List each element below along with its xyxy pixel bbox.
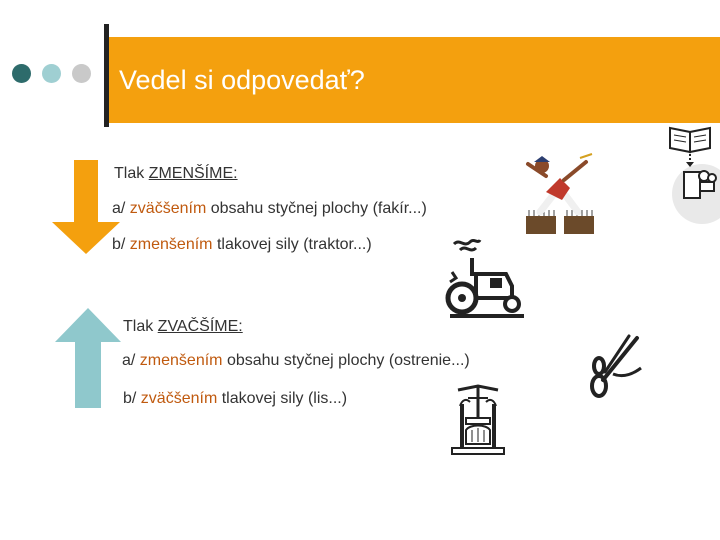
- increase-item-a: [122, 352, 470, 370]
- decrease-item-b-rest: tlakovej sily (traktor...): [216, 236, 372, 253]
- press-icon: [448, 384, 508, 460]
- decrease-heading-prefix: Tlak: [114, 165, 149, 182]
- decrease-item-a-highlight: zväčšením: [129, 200, 207, 217]
- decrease-item-b-highlight: zmenšením: [129, 236, 213, 253]
- decrease-item-a: [112, 200, 427, 218]
- dot-light: [42, 64, 61, 83]
- decrease-item-b: [112, 236, 372, 254]
- decrease-item-b-marker: b/: [112, 236, 126, 253]
- decrease-heading-emph: ZMENŠÍME:: [148, 165, 238, 182]
- page-title: Vedel si odpovedať?: [119, 64, 365, 95]
- tractor-icon: [440, 236, 526, 320]
- increase-item-b-rest: tlakovej sily (lis...): [221, 390, 348, 407]
- increase-heading-emph: ZVAČŠÍME:: [157, 318, 243, 335]
- increase-item-b-highlight: zväčšením: [140, 390, 218, 407]
- arrow-down-icon: [52, 160, 120, 254]
- dot-dark: [12, 64, 31, 83]
- decrease-item-a-marker: a/: [112, 200, 126, 217]
- fakir-clipart-icon: [520, 152, 600, 238]
- decrease-heading: [114, 165, 238, 183]
- title-bar: [109, 37, 720, 123]
- decrease-item-a-rest: obsahu styčnej plochy (fakír...): [210, 200, 427, 217]
- increase-heading: [123, 318, 243, 336]
- arrow-up-icon: [55, 308, 121, 408]
- increase-heading-prefix: Tlak: [123, 318, 158, 335]
- increase-item-b-marker: b/: [123, 390, 137, 407]
- increase-item-a-highlight: zmenšením: [139, 352, 223, 369]
- increase-item-b: [123, 390, 347, 408]
- dot-grey: [72, 64, 91, 83]
- book-projector-icon: [666, 122, 718, 208]
- increase-item-a-marker: a/: [122, 352, 136, 369]
- scissors-icon: [585, 334, 645, 404]
- increase-item-a-rest: obsahu styčnej plochy (ostrenie...): [226, 352, 470, 369]
